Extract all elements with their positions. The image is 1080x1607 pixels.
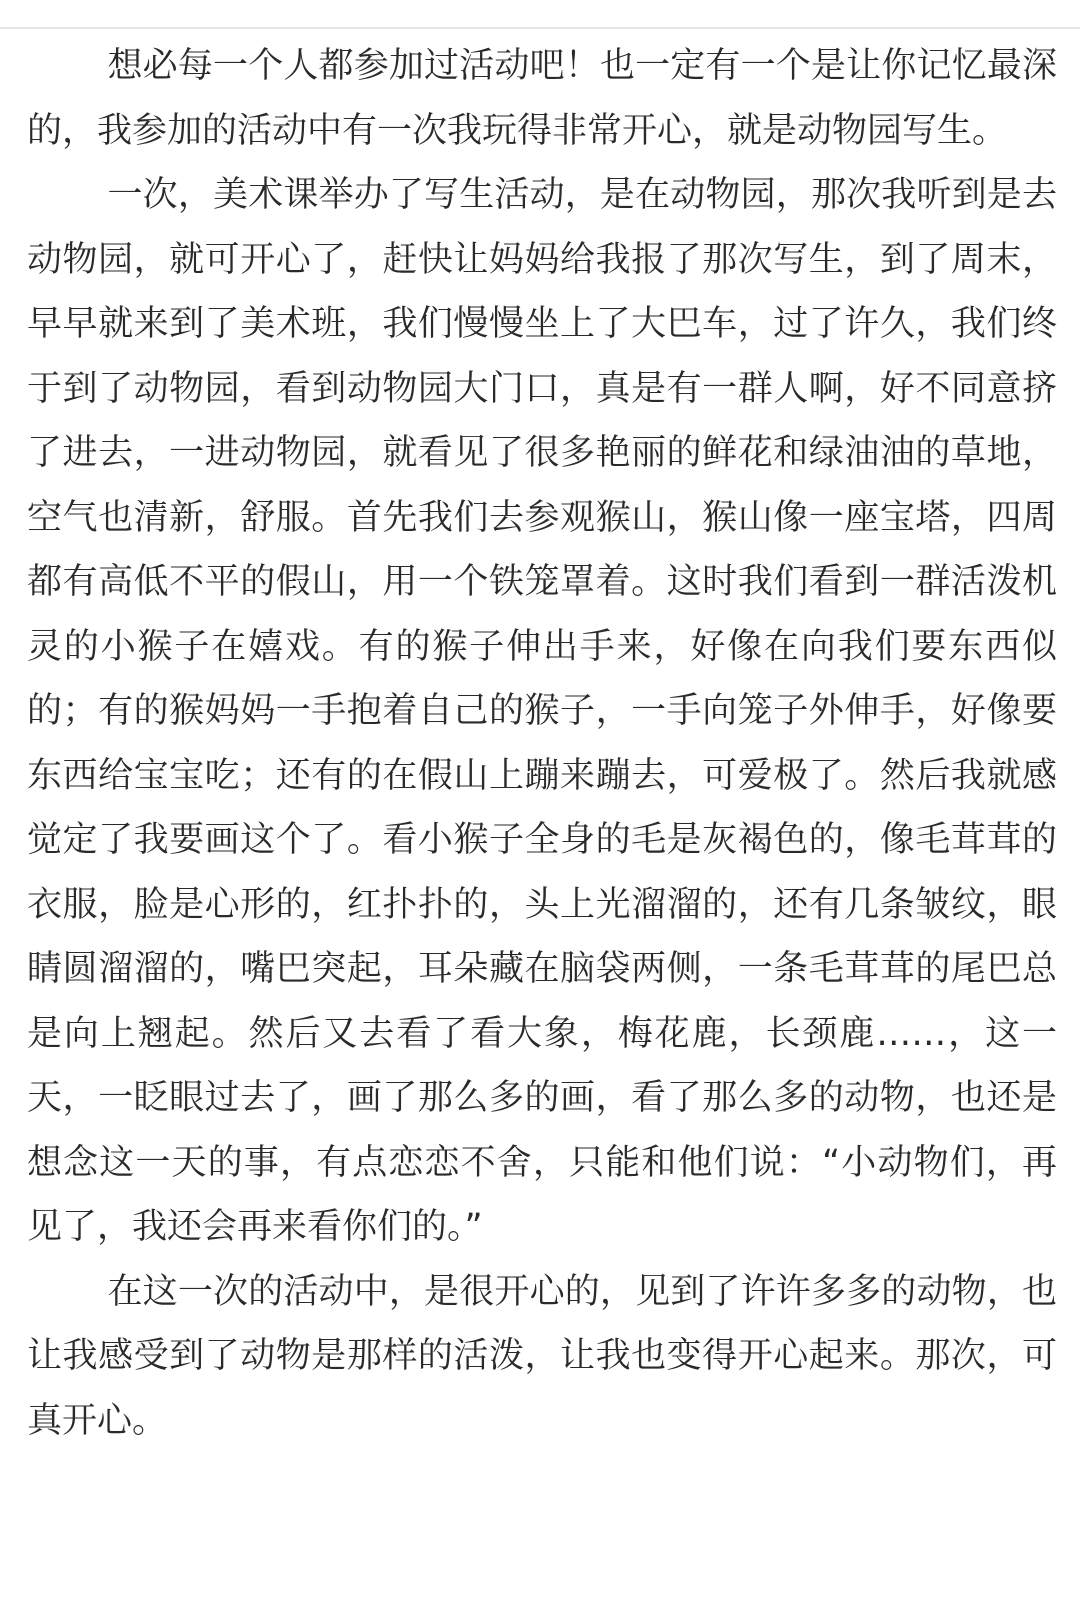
- paragraph-conclusion: 在这一次的活动中，是很开心的，见到了许许多多的动物，也让我感受到了动物是那样的活泼，让我也变得开心起来。那次，可真开心。: [27, 1271, 1057, 1441]
- top-divider: [0, 27, 1080, 29]
- paragraph-zoo-visit: 一次，美术课举办了写生活动，是在动物园，那次我听到是去动物园，就可开心了，赶快让妈妈给我报了那次写生，到了周末，早早就来到了美术班，我们慢慢坐上了大巴车，过了许久，我们终于到了动物园，看到动物园大门口，真是有一群人啊，好不同意挤了进去，一进动物园，就看见了很多艳丽的鲜花和绿油油的草地，空气也清新，舒服。首先我们去参观猴山，猴山像一座宝塔，四周都有高低不平的假山，用一个铁笼罩着。这时我们看到一群活泼机灵的小猴子在嬉戏。有的猴子伸出手来，好像在向我们要东西似的；有的猴妈妈一手抱着自己的猴子，一手向笼子外伸手，好像要东西给宝宝吃；还有的在假山上蹦来蹦去，可爱极了。然后我就感觉定了我要画这个了。看小猴子全身的毛是灰褐色的，像毛茸茸的衣服，脸是心形的，红扑扑的，头上光溜溜的，还有几条皱纹，眼睛圆溜溜的，嘴巴突起，耳朵藏在脑袋两侧，一条毛茸茸的尾巴总是向上翘起。然后又去看了看大象，梅花鹿，长颈鹿……，这一天，一眨眼过去了，画了那么多的画，看了那么多的动物，也还是想念这一天的事，有点恋恋不舍，只能和他们说：“小动物们，再见了，我还会再来看你们的。”: [27, 175, 1057, 1247]
- paragraph-intro: 想必每一个人都参加过活动吧！也一定有一个是让你记忆最深的，我参加的活动中有一次我玩得非常开心，就是动物园写生。: [27, 46, 1057, 151]
- article-body: [27, 34, 1057, 1453]
